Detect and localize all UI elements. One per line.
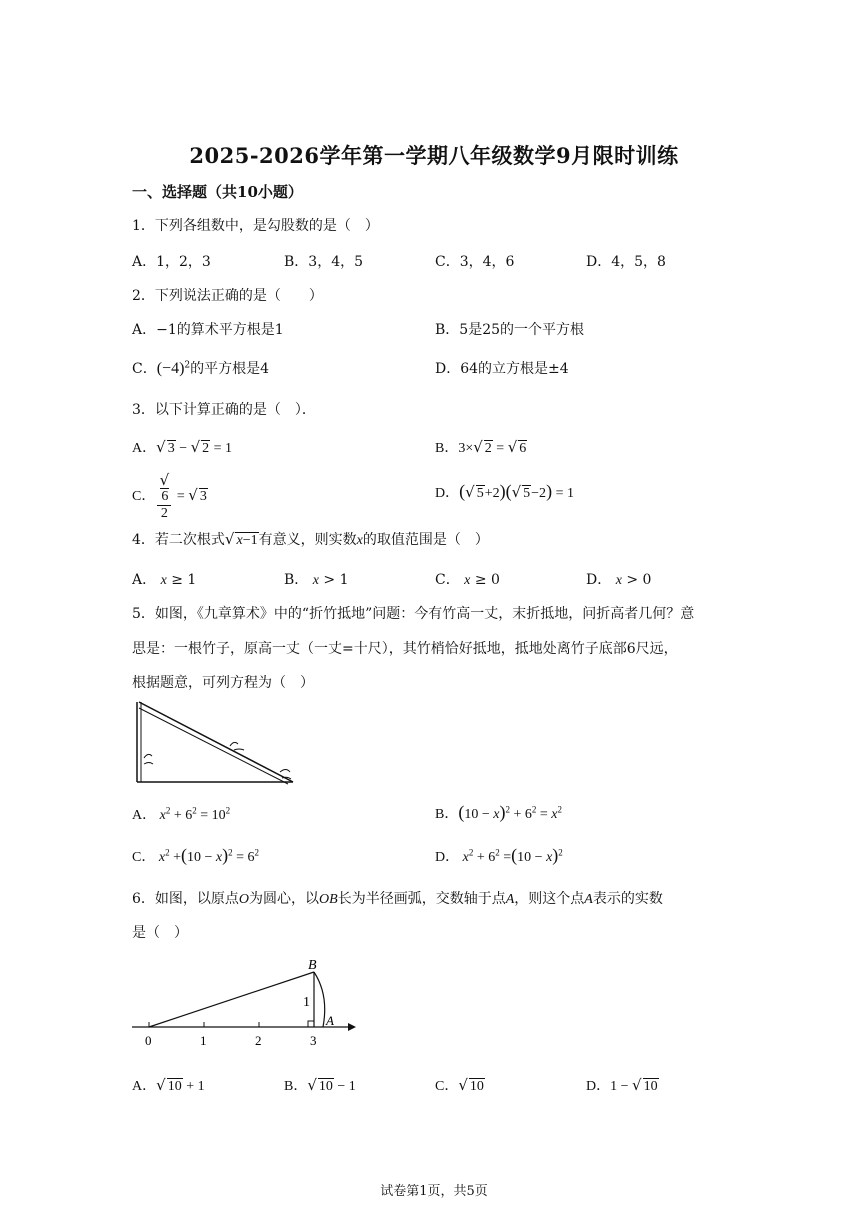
q4-option-b: B． x > 1 <box>284 572 349 588</box>
q4-stem-post: 的取值范围是（ ） <box>362 532 489 548</box>
q6-text-5: 表示的实数 <box>592 891 663 907</box>
q1-option-c: C．3，4，6 <box>435 254 515 270</box>
q2-option-b: B．5是25的一个平方根 <box>435 322 585 338</box>
q6-text-2: 为圆心，以 <box>249 891 320 907</box>
q5-option-d: D． $x^2 + 6^2 =(10 - x)^2$ <box>435 845 563 865</box>
q1-option-d: D．4，5，8 <box>586 254 666 270</box>
number-line-diagram <box>126 955 366 1050</box>
tick-0: 0 <box>145 1033 152 1048</box>
q5-line-1: 5．如图，《九章算术》中的“折竹抵地”问题：今有竹高一丈，末折抵地，问折高者几何？意 <box>132 606 695 622</box>
page-title: 2025-2026学年第一学期八年级数学9月限时训练 <box>189 143 679 168</box>
q4-stem-mid: 有意义，则实数 <box>258 532 357 548</box>
q6-option-c: C．√ 10 <box>435 1076 484 1094</box>
q6-line-1 <box>132 888 663 908</box>
section-heading: 一、选择题（共10小题） <box>132 183 303 201</box>
label-b: B <box>308 958 317 973</box>
q6-line-2: 是（ ） <box>132 925 188 941</box>
q2-option-c-text: 的平方根是4 <box>190 361 270 377</box>
q4-stem: 4．若二次根式√ x−1有意义，则实数x的取值范围是（ ） <box>132 530 489 548</box>
q6-point-a: A <box>505 892 515 907</box>
q5-line-2: 思是：一根竹子，原高一丈（一丈=十尺），其竹梢恰好抵地，抵地处离竹子底部6尺远， <box>132 641 678 657</box>
q4-option-c: C． x ≥ 0 <box>435 572 500 588</box>
q6-text-3: 长为半径画弧，交数轴于点 <box>337 891 506 907</box>
q6-text-4: ，则这个点 <box>514 891 585 907</box>
q6-point-o: O <box>238 892 250 907</box>
q6-text-1: 6．如图，以原点 <box>132 891 239 907</box>
q1-option-b: B．3，4，5 <box>284 254 364 270</box>
q3-option-a: A．√ 3 − √ 2 = 1 <box>132 438 233 456</box>
tick-2: 2 <box>255 1033 262 1048</box>
q5-option-b: B．$(10 - x)^2 + 6^2 = x^2$ <box>435 802 562 822</box>
q3-option-c: C． √ 6 2 = √ 3 <box>132 471 207 521</box>
tick-3: 3 <box>310 1033 317 1048</box>
q4-option-d: D． x > 0 <box>586 572 652 588</box>
bamboo-diagram <box>130 698 300 788</box>
q2-option-d: D．64的立方根是±4 <box>435 361 569 377</box>
q3-stem: 3．以下计算正确的是（ ）． <box>132 402 316 418</box>
q6-option-a: A．√ 10 + 1 <box>132 1076 205 1094</box>
q6-option-d: D．1 − √ 10 <box>586 1076 658 1094</box>
q5-option-a: A． $x^2 + 6^2 = 10^2$ <box>132 805 231 823</box>
q4-option-a: A． x ≥ 1 <box>132 572 197 588</box>
q6-point-a-2: A <box>584 892 593 907</box>
q1-stem: 1．下列各组数中，是勾股数的是（ ） <box>132 218 379 234</box>
q1-option-a: A．1，2，3 <box>132 254 211 270</box>
q2-option-a: A．−1的算术平方根是1 <box>132 322 284 338</box>
q5-option-c: C． $x^2 +(10 - x)^2 = 6^2$ <box>132 845 259 865</box>
label-a: A <box>326 1013 334 1028</box>
q2-option-c: C．$(-4)^2$的平方根是4 <box>132 360 270 377</box>
q4-stem-pre: 4．若二次根式 <box>132 532 225 548</box>
page-footer: 试卷第1页，共5页 <box>380 1184 488 1199</box>
q6-option-b: B．√ 10 − 1 <box>284 1076 356 1094</box>
tick-1: 1 <box>200 1033 207 1048</box>
q3-option-b: B．3×√ 2 = √ 6 <box>435 438 527 456</box>
q6-segment-ob: OB <box>319 892 338 907</box>
label-one: 1 <box>303 995 310 1010</box>
q5-line-3: 根据题意，可列方程为（ ） <box>132 675 314 691</box>
q2-stem: 2．下列说法正确的是（ ） <box>132 288 323 304</box>
q3-option-d: D．(√ 5+2)(√ 5−2) = 1 <box>435 481 574 501</box>
